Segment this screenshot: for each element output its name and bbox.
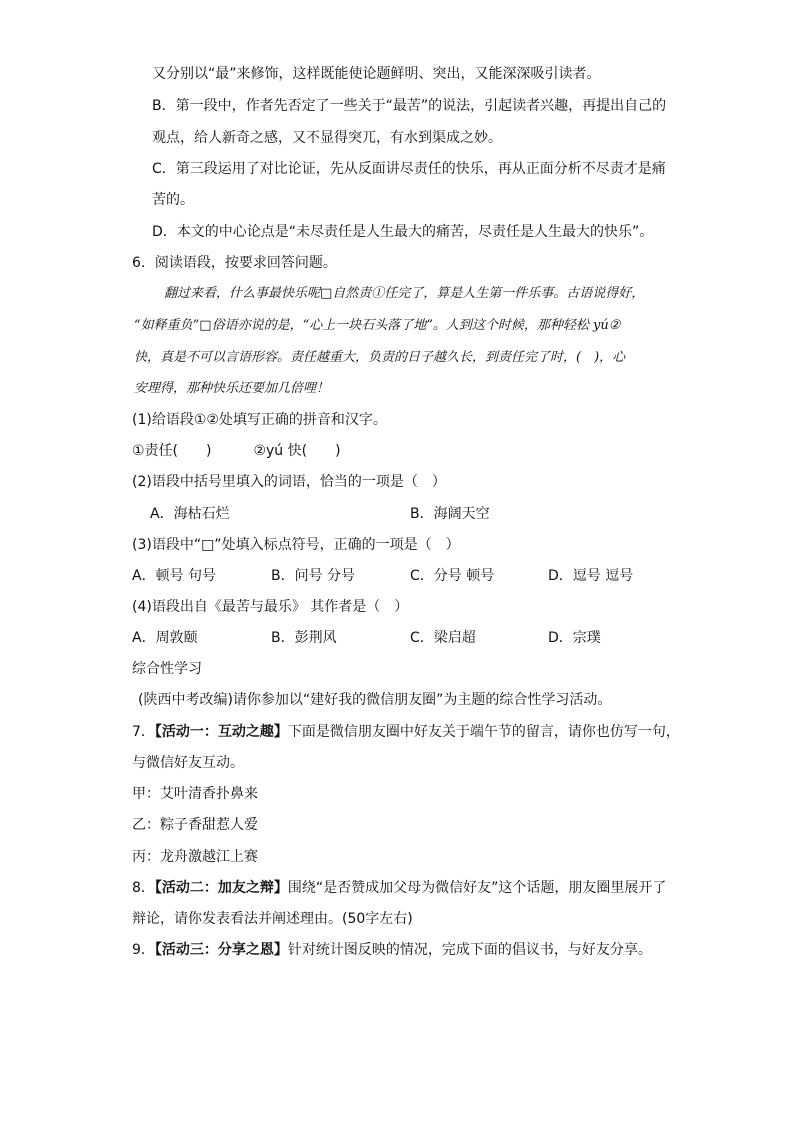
question-number: 8．: [132, 880, 155, 896]
activity-title: 【活动三：分享之恩】: [154, 942, 288, 958]
passage-line: 快，真是不可以言语形容。责任越重大，负责的日子越久长，到责任完了时，( )，心: [134, 350, 626, 365]
q2-option-a: A．海枯石烂: [150, 506, 230, 522]
subquestion-1: (1)给语段①②处填写正确的拼音和汉字。: [132, 412, 387, 428]
question-number: 7．: [132, 724, 155, 740]
passage-line: 翻过来看，什么事最快乐呢□自然责①任完了，算是人生第一件乐事。古语说得好，: [164, 286, 645, 301]
question-8: [132, 878, 666, 898]
subquestion-4: (4)语段出自《最苦与最乐》 其作者是（ ）: [132, 599, 409, 615]
example-jia: 甲：艾叶清香扑鼻来: [132, 786, 258, 802]
q4-option-b: B．彭荆风: [271, 630, 337, 646]
option-d-line: D．本文的中心论点是“未尽责任是人生最大的痛苦，尽责任是人生最大的快乐”。: [152, 224, 654, 240]
passage-line: “如释重负”□俗语亦说的是，“心上一块石头落了地”。人到这个时候，那种轻松 yú②: [134, 318, 621, 333]
q2-option-b: B．海阔天空: [410, 506, 490, 522]
passage-line: 安理得，那种快乐还要加几倍哩！: [134, 381, 330, 396]
example-bing: 丙：龙舟激越江上赛: [132, 849, 258, 865]
q3-option-c: C．分号 顿号: [410, 568, 495, 584]
activity-title: 【活动一：互动之趣】: [154, 724, 288, 740]
question-text: 针对统计图反映的情况，完成下面的倡议书，与好友分享。: [287, 942, 652, 958]
example-yi: 乙：粽子香甜惹人爱: [132, 817, 258, 833]
q3-option-d: D．逗号 逗号: [548, 568, 634, 584]
q4-option-d: D．宗璞: [548, 630, 601, 646]
subquestion-3: (3)语段中“□”处填入标点符号，正确的一项是（ ）: [132, 537, 460, 553]
q3-option-b: B．问号 分号: [271, 568, 356, 584]
question-text: 下面是微信朋友圈中好友关于端午节的留言，请你也仿写一句，: [287, 724, 680, 740]
section-heading: 综合性学习: [132, 661, 202, 677]
subquestion-2: (2)语段中括号里填入的词语，恰当的一项是（ ）: [132, 474, 446, 490]
question-number: 9．: [132, 942, 155, 958]
section-intro: (陕西中考改编)请你参加以“建好我的微信朋友圈”为主题的综合性学习活动。: [138, 692, 612, 708]
question-9: [132, 940, 652, 960]
text-line: 辩论，请你发表看法并阐述理由。(50字左右): [132, 911, 413, 927]
question-text: 围绕“是否赞成加父母为微信好友”这个话题，朋友圈里展开了: [287, 880, 667, 896]
text-line: 观点，给人新奇之感，又不显得突兀，有水到渠成之妙。: [152, 130, 502, 146]
question-6-heading: 6．阅读语段，按要求回答问题。: [132, 255, 337, 271]
q3-option-a: A．顿号 句号: [132, 568, 217, 584]
activity-title: 【活动二：加友之辩】: [154, 880, 288, 896]
option-b-line: B．第一段中，作者先否定了一些关于“最苦”的说法，引起读者兴趣，再提出自己的: [152, 98, 667, 114]
q4-option-a: A．周敦颐: [132, 630, 198, 646]
q4-option-c: C．梁启超: [410, 630, 476, 646]
option-c-line: C．第三段运用了对比论证，先从反面讲尽责任的快乐，再从正面分析不尽责才是痛: [152, 161, 666, 177]
subquestion-1-blanks: ①责任( ) ②yú 快( ): [132, 443, 341, 459]
text-line: 与微信好友互动。: [132, 755, 244, 771]
text-line: 又分别以“最”来修饰，这样既能使论题鲜明、突出，又能深深吸引读者。: [152, 66, 601, 82]
text-line: 苦的。: [152, 192, 194, 208]
question-7: [132, 722, 680, 742]
